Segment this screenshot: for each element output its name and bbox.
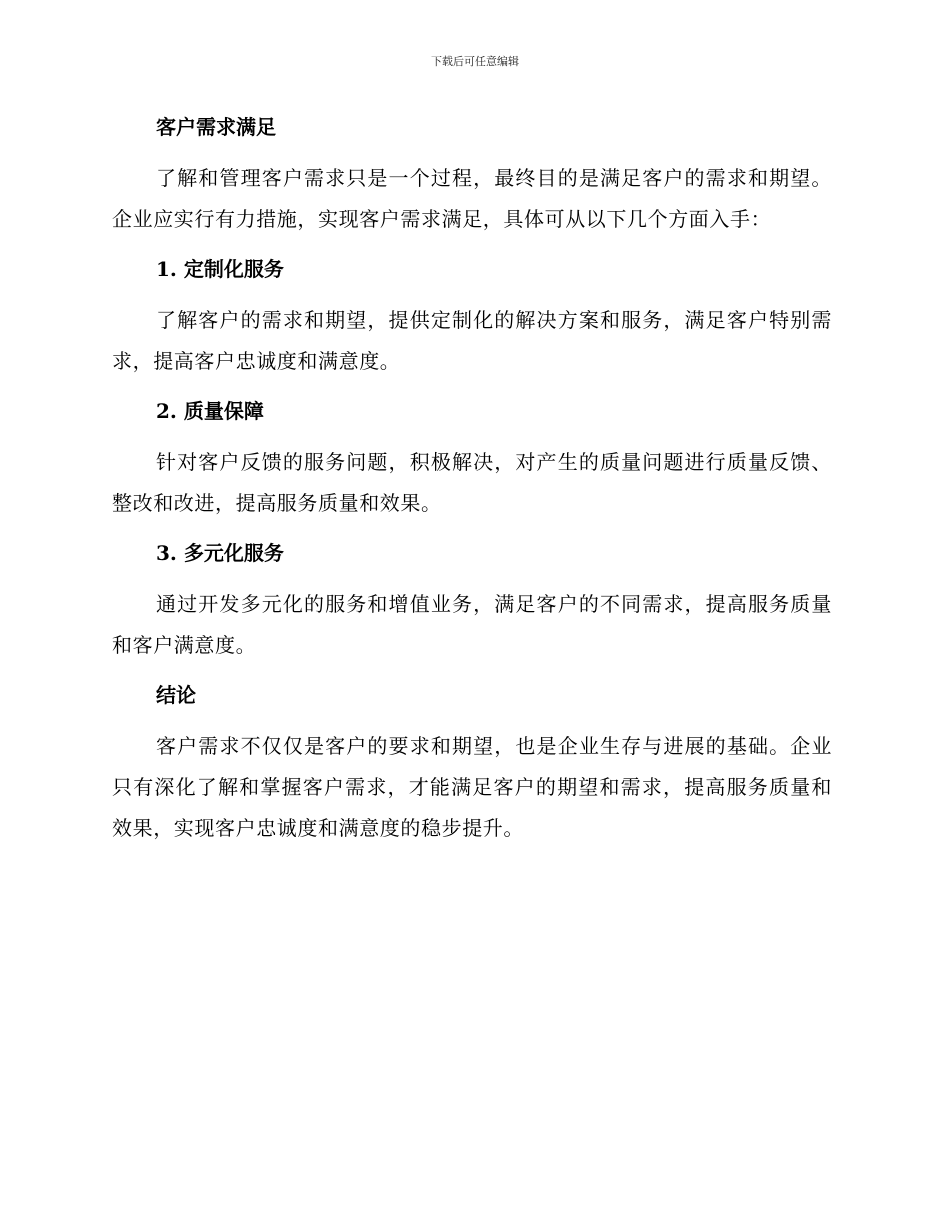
section-heading-quality-assurance: 2. 质量保障 bbox=[156, 399, 264, 423]
section-paragraph-quality-assurance: 针对客户反馈的服务问题，积极解决，对产生的质量问题进行质量反馈、整改和改进，提高服务质量和效果。 bbox=[112, 450, 832, 515]
section-paragraph-conclusion: 客户需求不仅仅是客户的要求和期望，也是企业生存与进展的基础。企业只有深化了解和掌握客户需求，才能满足客户的期望和需求，提高服务质量和效果，实现客户忠诚度和满意度的稳步提升。 bbox=[112, 734, 832, 840]
section-heading-diversified-service: 3. 多元化服务 bbox=[156, 541, 284, 565]
section-heading-requirements: 客户需求满足 bbox=[156, 115, 276, 139]
section-heading-conclusion: 结论 bbox=[156, 683, 196, 707]
section-paragraph-customized-service: 了解客户的需求和期望，提供定制化的解决方案和服务，满足客户特别需求，提高客户忠诚度和满意度。 bbox=[112, 308, 832, 373]
section-heading-customized-service: 1. 定制化服务 bbox=[156, 257, 284, 281]
section-paragraph-requirements: 了解和管理客户需求只是一个过程，最终目的是满足客户的需求和期望。企业应实行有力措施，实现客户需求满足，具体可从以下几个方面入手： bbox=[112, 166, 832, 231]
section-paragraph-diversified-service: 通过开发多元化的服务和增值业务，满足客户的不同需求，提高服务质量和客户满意度。 bbox=[112, 592, 832, 657]
header-note: 下载后可任意编辑 bbox=[431, 55, 519, 68]
document-body bbox=[112, 110, 832, 849]
